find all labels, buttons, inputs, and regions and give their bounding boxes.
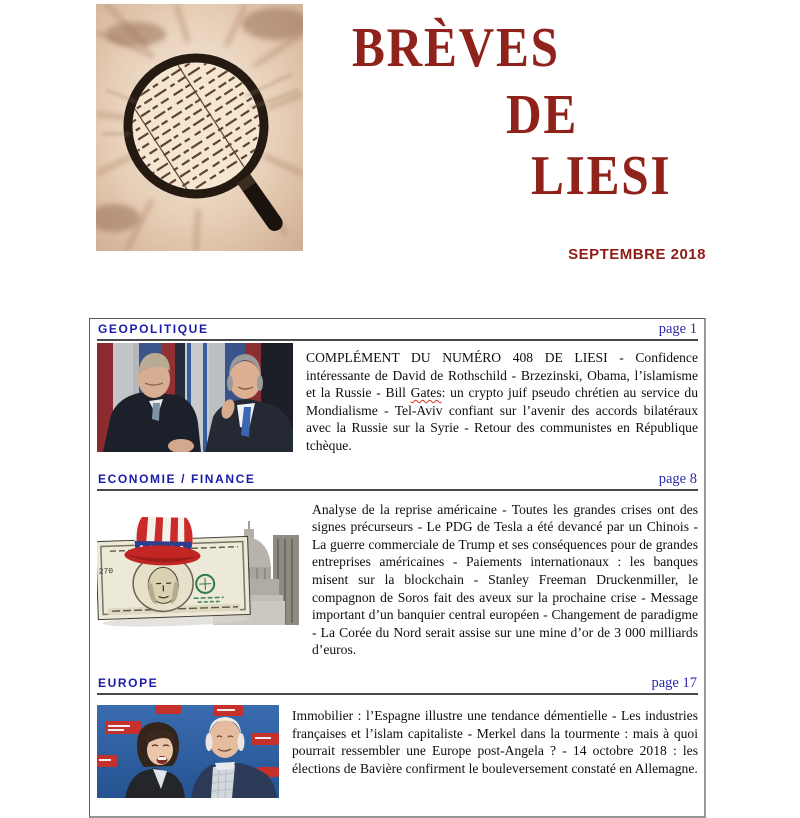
- title-line-2: DE: [506, 87, 578, 143]
- summary-text: : un crypto juif pseudo chrétien au service du Mondialisme - Tel-Aviv confiant sur l’avenir des accords bilatéraux avec la Russie sur la Syrie - Retour des communistes en République tchèque.: [306, 385, 698, 453]
- magnifier-newspaper-icon: [96, 4, 303, 251]
- cover-photo: [96, 4, 303, 251]
- section-page-ref: page 17: [652, 675, 698, 692]
- section-summary: Immobilier : l’Espagne illustre une tendance démentielle - Les industries françaises et l’islam capitaliste - Merkel dans la tourmente : mais à quoi pourrait ressembler une Europe post-Angela ? - 14 octobre 2018 : les élections de Bavière confirment le bouleversement constaté en Allemagne.: [292, 705, 698, 777]
- section-header: [97, 675, 698, 692]
- section-divider: [97, 693, 698, 695]
- section-title: ECONOMIE / FINANCE: [98, 472, 255, 486]
- section-page-ref: page 8: [659, 471, 697, 488]
- summary-text: COMPLÉMENT DU NUMÉRO 408 DE LIESI - Confidence intéressante de David de Rothschild - Brzezinski, Obama, l’islamisme et la Russie - Bill: [306, 350, 698, 400]
- petry-event-photo: [97, 705, 279, 798]
- section-content: [97, 343, 698, 455]
- section-page-ref: page 1: [659, 321, 697, 338]
- masthead: [0, 0, 800, 318]
- issue-date: SEPTEMBRE 2018: [568, 246, 706, 263]
- section-header: [97, 321, 698, 338]
- toc-box: [89, 318, 706, 818]
- misspelled-word: Gates: [411, 385, 442, 400]
- title-line-1: BRÈVES: [352, 20, 560, 76]
- dollar-uncle-sam-capitol-illustration: [97, 511, 299, 632]
- section-summary: Analyse de la reprise américaine - Toutes les grandes crises ont des signes précurseurs - Le PDG de Tesla a été devancé par un Chinois - La guerre commerciale de Trump et ses conséquences pour de grandes entreprises américaines - Paiements internationaux : les banques misent sur la blockchain - Stanley Freeman Druckenmiller, le compagnon de Soros fait des aveux sur la prochaine crise - Message important d’un banquier central européen - Changement de paradigme - La Corée du Nord serait assise sur une mine d’or de 3 000 milliards d’euros.: [312, 501, 698, 659]
- section-content: [97, 501, 698, 659]
- two-politicians-blue-backdrop-illustration: [97, 705, 279, 798]
- section-summary: [306, 343, 698, 455]
- section-divider: [97, 489, 698, 491]
- section-divider: [97, 339, 698, 341]
- section-economie-finance: [97, 471, 698, 659]
- section-europe: [97, 675, 698, 798]
- section-content: [97, 705, 698, 798]
- svg-text:270: 270: [99, 567, 114, 577]
- section-title: EUROPE: [98, 676, 158, 690]
- dollar-capitol-photo: [97, 511, 299, 632]
- title-line-3: LIESI: [531, 148, 671, 204]
- section-title: GEOPOLITIQUE: [98, 322, 209, 336]
- section-header: [97, 471, 698, 488]
- section-geopolitique: [97, 321, 698, 455]
- putin-netanyahu-photo: [97, 343, 293, 452]
- putin-netanyahu-photo-illustration: [97, 343, 293, 452]
